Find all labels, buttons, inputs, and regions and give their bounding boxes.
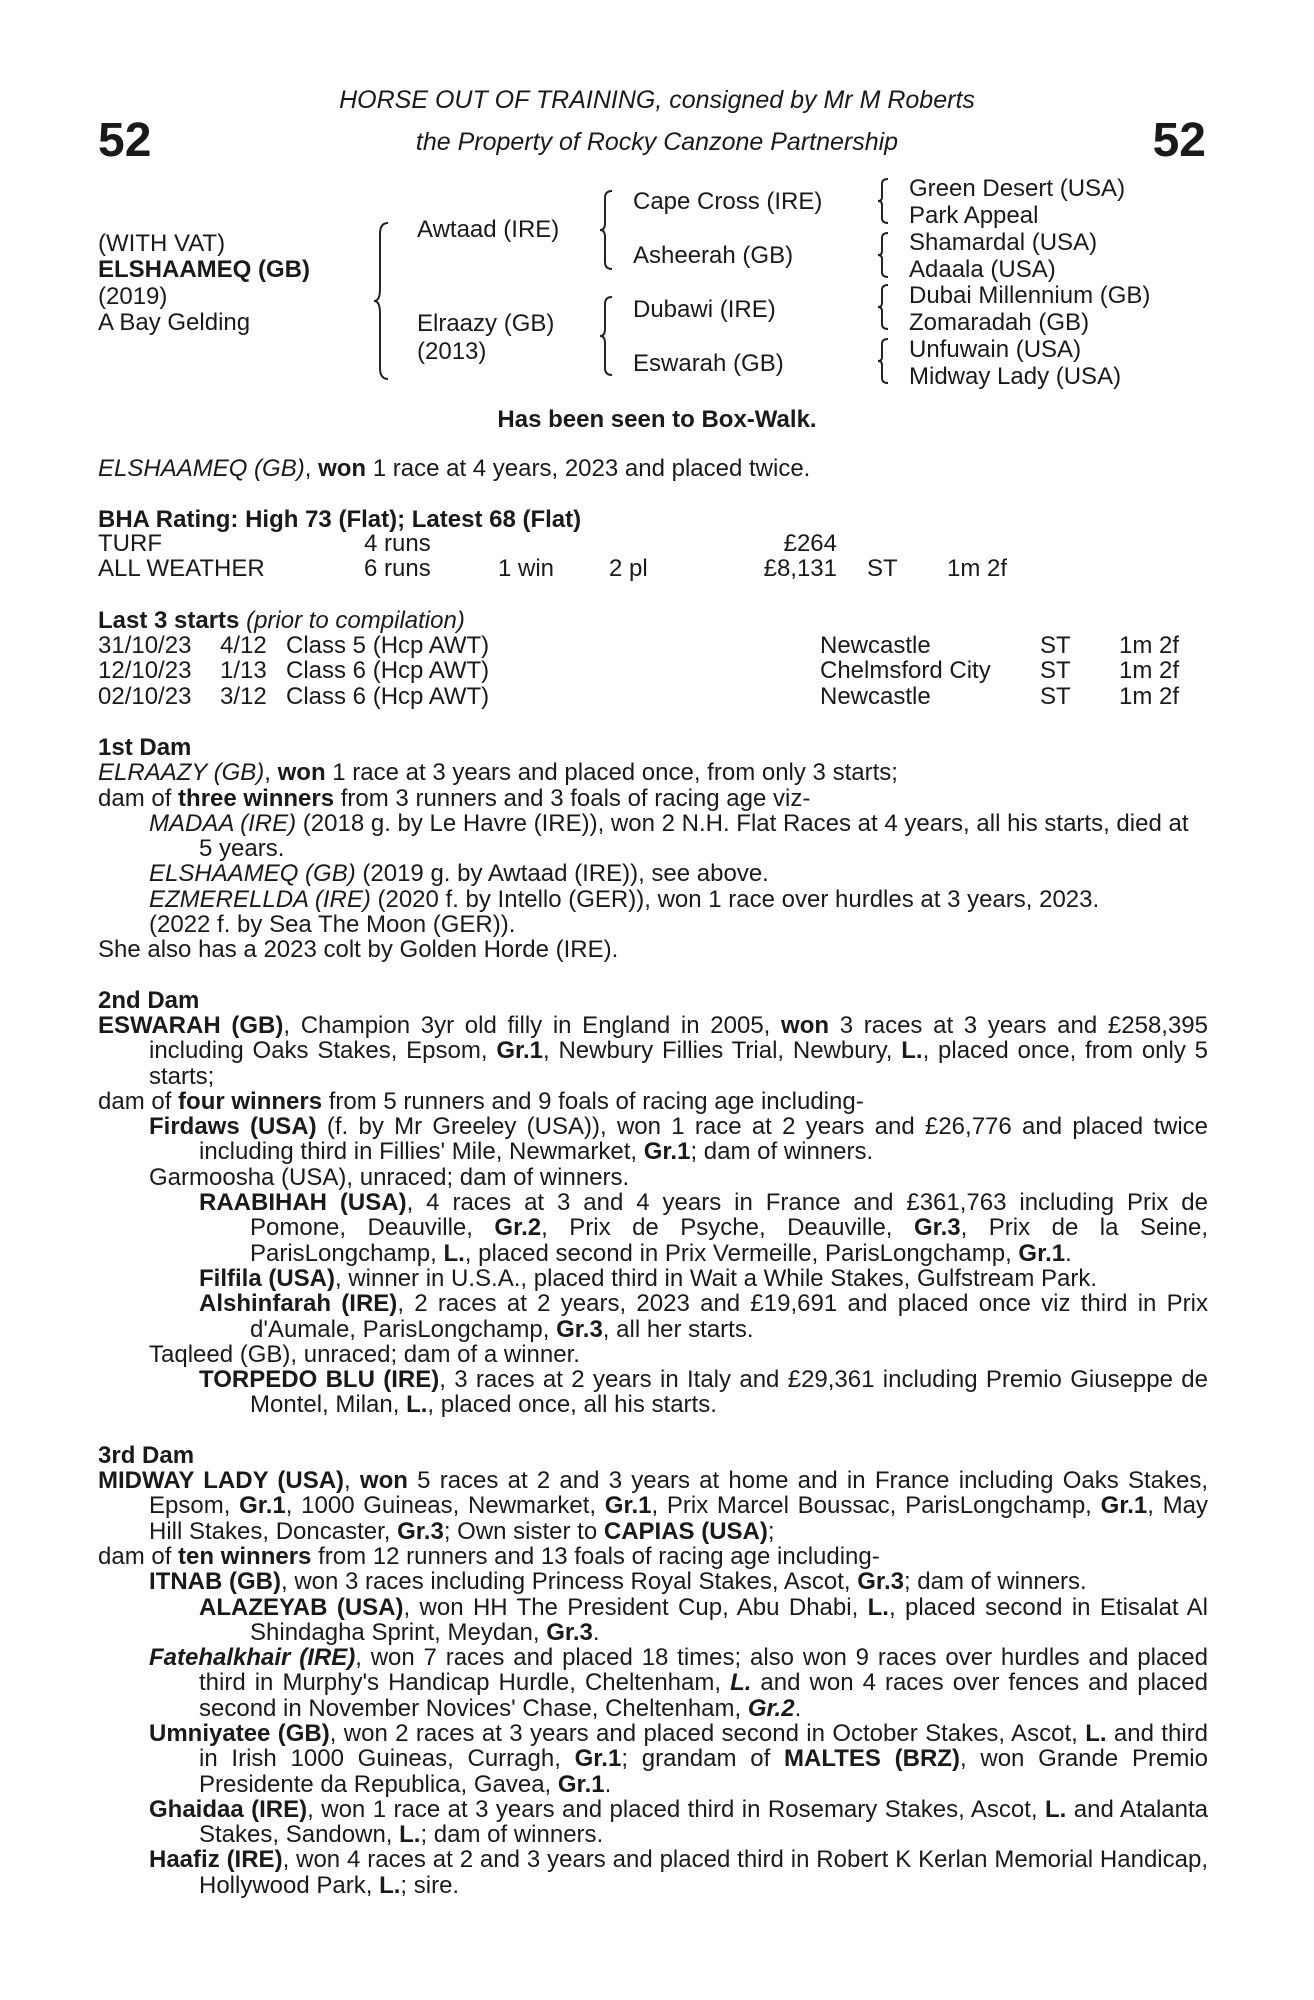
- text-run: , Champion 3yr old filly in England in 2005,: [283, 1011, 782, 1039]
- pedigree-g8: Midway Lady (USA): [909, 363, 1122, 390]
- text-run: 3 races at 3 years and £258,395 including Oaks Stakes, Epsom,: [149, 1011, 1209, 1065]
- bold-run: Gr.1: [1100, 1492, 1148, 1520]
- text-run: .: [592, 1618, 600, 1646]
- bold-run: ITNAB (GB): [149, 1568, 281, 1596]
- start-distance: 1m 2f: [1119, 682, 1180, 710]
- bold-run: L.: [379, 1871, 401, 1899]
- pedigree-g2: Park Appeal: [909, 202, 1039, 229]
- career-distance: [947, 531, 1067, 556]
- section-gap: [98, 963, 1208, 988]
- last-start-row: [98, 684, 1209, 709]
- text-run: , all her starts.: [602, 1315, 754, 1343]
- bold-run: Umniyatee (GB): [149, 1719, 330, 1747]
- career-surface: ALL WEATHER: [98, 555, 265, 583]
- italic-run: ELRAAZY (GB): [98, 759, 265, 787]
- start-race: Class 6 (Hcp AWT): [286, 657, 490, 685]
- last-starts-table: [98, 633, 1209, 709]
- text-run: .: [1065, 1239, 1072, 1267]
- bold-run: won: [781, 1011, 830, 1039]
- pedigree-paragraph: [98, 1266, 1208, 1291]
- text-run: , won 1 race at 3 years and placed third in Rosemary Stakes, Ascot,: [307, 1795, 1046, 1823]
- bold-run: Alshinfarah (IRE): [199, 1290, 398, 1318]
- text-run: (f. by Mr Greeley (USA)), won 1 race at 2 years and £26,776 and placed twice including third in Fillies' Mile, Newmarket,: [199, 1113, 1209, 1166]
- start-going: ST: [1040, 657, 1071, 685]
- pedigree-paragraph: [98, 811, 1208, 862]
- start-date: 31/10/23: [98, 632, 192, 659]
- career-row: [98, 556, 1067, 581]
- bold-run: L.: [443, 1239, 465, 1267]
- career-placed: 2 pl: [609, 555, 648, 583]
- text-run: from 5 runners and 9 foals of racing age including-: [322, 1087, 864, 1115]
- bold-run: Gr.3: [546, 1618, 593, 1646]
- text-run: , placed once, all his starts.: [427, 1391, 717, 1419]
- bold-run: TORPEDO BLU (IRE): [199, 1366, 440, 1394]
- bold-run: ALAZEYAB (USA): [199, 1593, 404, 1621]
- text-run: (2018 g. by Le Havre (IRE)), won 2 N.H. Flat Races at 4 years, all his starts, died at 5 years.: [199, 809, 1189, 863]
- header-consignor: HORSE OUT OF TRAINING, consigned by Mr M Roberts: [339, 86, 975, 114]
- text-run: Taqleed (GB), unraced; dam of a winner.: [149, 1340, 580, 1368]
- career-runs: 6 runs: [364, 555, 431, 583]
- career-table-body: [98, 531, 1067, 582]
- start-pos: 4/12: [220, 632, 267, 659]
- text-run: , won Grande Premio Presidente da Republica, Gavea,: [199, 1745, 1208, 1798]
- pedigree-paragraph: [98, 1721, 1208, 1797]
- start-distance: 1m 2f: [1119, 632, 1180, 659]
- bold-run: CAPIAS (USA): [603, 1517, 768, 1545]
- career-earnings: £264: [783, 530, 837, 557]
- start-course: Chelmsford City: [820, 657, 991, 685]
- last-start-row: [98, 633, 1209, 658]
- bold-run: ten winners: [178, 1542, 312, 1570]
- start-race: Class 6 (Hcp AWT): [286, 682, 490, 710]
- bold-run: Gr.1: [643, 1138, 691, 1166]
- text-run: , Newbury Fillies Trial, Newbury,: [543, 1037, 902, 1065]
- dam-sections: [98, 735, 1208, 1898]
- summary-separator: ,: [304, 455, 319, 482]
- vat-note: (WITH VAT): [98, 230, 226, 257]
- bold-run: L.: [399, 1821, 421, 1849]
- bold-run: Firdaws (USA): [149, 1113, 317, 1141]
- last-starts-title: Last 3 starts: [98, 607, 240, 634]
- start-pos: 1/13: [220, 657, 267, 685]
- pedigree-dam: Elraazy (GB): [417, 310, 555, 337]
- text-run: , placed second in Prix Vermeille, ParisLongchamp,: [464, 1239, 1019, 1267]
- text-run: ; grandam of: [621, 1745, 784, 1773]
- text-run: 5 races at 2 and 3 years at home and in France including Oaks Stakes, Epsom,: [149, 1467, 1208, 1520]
- horse-description: A Bay Gelding: [98, 309, 251, 336]
- text-run: ; Own sister to: [443, 1517, 604, 1545]
- bold-run: Gr.1: [557, 1770, 605, 1798]
- pedigree-g5: Dubai Millennium (GB): [909, 282, 1151, 309]
- bold-run: four winners: [178, 1087, 323, 1115]
- text-run: , placed second in Etisalat Al Shindagha Sprint, Meydan,: [250, 1593, 1208, 1646]
- text-run: , Prix de la Seine, ParisLongchamp,: [250, 1214, 1208, 1267]
- text-run: (2022 f. by Sea The Moon (GER)).: [149, 911, 516, 939]
- bold-run: L.: [867, 1593, 889, 1621]
- pedigree-paragraph: [98, 861, 1208, 886]
- pedigree-brace-g4: [876, 338, 890, 384]
- foaling-year: (2019): [98, 283, 168, 310]
- text-run: , 1000 Guineas, Newmarket,: [285, 1492, 605, 1520]
- career-distance: 1m 2f: [947, 555, 1008, 583]
- pedigree-brace-sire: [598, 190, 614, 270]
- text-run: , won 7 races and placed 18 times; also won 9 races over hurdles and placed third in Murphy's Handicap Hurdle, Cheltenham,: [199, 1644, 1208, 1697]
- bold-run: Gr.3: [913, 1214, 961, 1242]
- last-start-row: [98, 658, 1209, 683]
- text-run: dam of: [98, 1542, 179, 1570]
- pedigree-brace-main: [372, 222, 390, 380]
- text-run: , won 2 races at 3 years and placed second in October Stakes, Ascot,: [329, 1719, 1086, 1747]
- text-run: ,: [264, 759, 278, 787]
- pedigree-g3: Shamardal (USA): [909, 229, 1098, 256]
- text-run: , Prix Marcel Boussac, ParisLongchamp,: [651, 1492, 1101, 1520]
- section-heading: 3rd Dam: [98, 1441, 195, 1469]
- start-date: 02/10/23: [98, 682, 192, 710]
- start-course: Newcastle: [820, 632, 931, 659]
- section-heading: 2nd Dam: [98, 986, 200, 1014]
- pedigree-paragraph: [98, 1342, 1208, 1367]
- bold-run: Gr.2: [747, 1694, 795, 1722]
- lot-number-right: 52: [1152, 114, 1206, 167]
- career-table: [98, 531, 1067, 582]
- summary-won: won: [318, 455, 367, 482]
- bold-run: three winners: [178, 784, 335, 812]
- start-date: 12/10/23: [98, 657, 192, 685]
- text-run: .: [604, 1770, 612, 1798]
- text-run: , won 4 races at 2 and 3 years and placed third in Robert K Kerlan Memorial Handicap, Hollywood Park,: [199, 1846, 1208, 1899]
- bold-run: Haafiz (IRE): [149, 1846, 283, 1874]
- bold-run: MALTES (BRZ): [784, 1745, 960, 1773]
- text-run: , Prix de Psyche, Deauville,: [541, 1214, 914, 1242]
- text-run: , 3 races at 2 years in Italy and £29,361 including Premio Giuseppe de Montel, Milan,: [250, 1366, 1208, 1419]
- pedigree-g6: Zomaradah (GB): [909, 309, 1090, 336]
- last-starts-heading: [98, 607, 465, 634]
- bold-run: Gr.1: [1018, 1239, 1066, 1267]
- start-pos: 3/12: [220, 682, 267, 710]
- pedigree-g1: Green Desert (USA): [909, 175, 1126, 202]
- lot-number-left: 52: [98, 114, 152, 167]
- pedigree-paragraph: [98, 1847, 1208, 1898]
- text-run: ;: [767, 1517, 775, 1545]
- bold-run: Gr.1: [239, 1492, 286, 1520]
- pedigree-dam-dam: Eswarah (GB): [633, 350, 784, 377]
- bold-run: Gr.2: [494, 1214, 542, 1242]
- pedigree-paragraph: [98, 1165, 1208, 1190]
- bold-run: Fatehalkhair (IRE): [149, 1644, 356, 1672]
- pedigree-sire-dam: Asheerah (GB): [633, 242, 794, 269]
- bold-run: MIDWAY LADY (USA): [98, 1467, 345, 1495]
- text-run: Garmoosha (USA), unraced; dam of winners.: [149, 1163, 630, 1191]
- pedigree-paragraph: [98, 760, 1208, 785]
- last-starts-note: (prior to compilation): [246, 607, 465, 634]
- bold-run: Gr.1: [604, 1492, 652, 1520]
- race-summary: [98, 455, 810, 482]
- horse-name: ELSHAAMEQ (GB): [98, 256, 310, 283]
- text-run: .: [794, 1694, 802, 1722]
- bha-rating: BHA Rating: High 73 (Flat); Latest 68 (Flat): [98, 506, 582, 533]
- career-wins: 1 win: [498, 555, 555, 583]
- career-wins: [498, 531, 609, 556]
- bold-run: L.: [901, 1037, 923, 1065]
- text-run: and Atalanta Stakes, Sandown,: [199, 1795, 1209, 1849]
- pedigree-paragraph: [98, 1544, 1208, 1569]
- section-heading: 1st Dam: [98, 734, 192, 761]
- pedigree-paragraph: [98, 1190, 1208, 1266]
- italic-run: ELSHAAMEQ (GB): [149, 860, 356, 888]
- pedigree-g4: Adaala (USA): [909, 256, 1056, 283]
- text-run: (2019 g. by Awtaad (IRE)), see above.: [355, 860, 769, 888]
- pedigree-g7: Unfuwain (USA): [909, 336, 1082, 363]
- pedigree-brace-g1: [876, 178, 890, 224]
- bold-run: Gr.1: [574, 1745, 622, 1773]
- pedigree-sire-sire: Cape Cross (IRE): [633, 188, 823, 215]
- text-run: ; sire.: [400, 1871, 460, 1899]
- pedigree-brace-dam: [598, 296, 614, 376]
- pedigree-paragraph: [98, 887, 1208, 912]
- bold-run: Gr.1: [496, 1037, 544, 1065]
- text-run: ,: [344, 1467, 360, 1495]
- pedigree-paragraph: [98, 1367, 1208, 1418]
- summary-horse-name: ELSHAAMEQ (GB): [98, 455, 305, 482]
- career-placed: [609, 531, 717, 556]
- bold-run: Gr.3: [556, 1315, 603, 1343]
- career-runs: 4 runs: [364, 530, 431, 557]
- start-going: ST: [1040, 682, 1071, 710]
- text-run: ; dam of winners.: [903, 1568, 1087, 1596]
- text-run: , May Hill Stakes, Doncaster,: [149, 1492, 1208, 1545]
- bold-run: ESWARAH (GB): [98, 1011, 284, 1039]
- text-run: from 3 runners and 3 foals of racing age viz-: [334, 784, 811, 812]
- pedigree-paragraph: [98, 1013, 1208, 1089]
- text-run: , placed once, from only 5 starts;: [149, 1037, 1208, 1090]
- last-starts-table-body: [98, 633, 1209, 709]
- bold-run: won: [359, 1467, 408, 1495]
- text-run: 1 race at 3 years and placed once, from only 3 starts;: [325, 759, 898, 787]
- pedigree-paragraph: [98, 1645, 1208, 1721]
- pedigree-paragraph: [98, 1089, 1208, 1114]
- career-going: [837, 531, 947, 556]
- pedigree-paragraph: [98, 1291, 1208, 1342]
- bold-run: L.: [1045, 1795, 1067, 1823]
- pedigree-paragraph: [98, 1569, 1208, 1594]
- header-property: the Property of Rocky Canzone Partnership: [415, 128, 899, 156]
- career-row: [98, 531, 1067, 556]
- text-run: from 12 runners and 13 foals of racing age including-: [311, 1542, 880, 1570]
- bold-run: Gr.3: [857, 1568, 904, 1596]
- bold-run: Filfila (USA): [199, 1264, 335, 1292]
- text-run: , won 3 races including Princess Royal Stakes, Ascot,: [280, 1568, 858, 1596]
- text-run: , won HH The President Cup, Abu Dhabi,: [403, 1593, 868, 1621]
- pedigree-paragraph: [98, 912, 1208, 937]
- pedigree-brace-g3: [876, 284, 890, 330]
- bold-run: RAABIHAH (USA): [199, 1189, 407, 1217]
- bold-run: L.: [730, 1669, 752, 1697]
- text-run: ; dam of winners.: [420, 1821, 604, 1849]
- career-surface: TURF: [98, 530, 162, 557]
- text-run: , 2 races at 2 years, 2023 and £19,691 and placed once viz third in Prix d'Aumale, ParisLongchamp,: [250, 1290, 1209, 1343]
- career-going: ST: [867, 555, 898, 583]
- text-run: dam of: [98, 784, 179, 812]
- text-run: (2020 f. by Intello (GER)), won 1 race over hurdles at 3 years, 2023.: [370, 885, 1100, 913]
- pedigree-paragraph: [98, 786, 1208, 811]
- bold-run: Gr.3: [397, 1517, 444, 1545]
- pedigree-paragraph: [98, 1595, 1208, 1646]
- text-run: dam of: [98, 1087, 179, 1115]
- text-run: and third in Irish 1000 Guineas, Curragh,: [199, 1719, 1208, 1773]
- pedigree-paragraph: [98, 1114, 1208, 1165]
- career-earnings: £8,131: [763, 555, 837, 583]
- pedigree-dam-sire: Dubawi (IRE): [633, 296, 776, 323]
- italic-run: MADAA (IRE): [149, 809, 297, 837]
- summary-rest: 1 race at 4 years, 2023 and placed twice.: [366, 455, 811, 482]
- pedigree-paragraph: [98, 937, 1208, 962]
- bold-run: Ghaidaa (IRE): [149, 1795, 308, 1823]
- text-run: ; dam of winners.: [690, 1138, 874, 1166]
- text-run: , winner in U.S.A., placed third in Wait a While Stakes, Gulfstream Park.: [335, 1264, 1098, 1292]
- pedigree-brace-g2: [876, 232, 890, 278]
- start-going: ST: [1040, 632, 1071, 659]
- text-run: She also has a 2023 colt by Golden Horde (IRE).: [98, 936, 619, 964]
- start-distance: 1m 2f: [1119, 657, 1180, 685]
- section-gap: [98, 1418, 1208, 1443]
- pedigree-paragraph: [98, 1468, 1208, 1544]
- text-run: , 4 races at 3 and 4 years in France and £361,763 including Prix de Pomone, Deauville,: [250, 1189, 1208, 1242]
- pedigree-sire: Awtaad (IRE): [417, 216, 560, 243]
- text-run: and won 4 races over fences and placed second in November Novices' Chase, Cheltenham,: [199, 1669, 1208, 1722]
- start-course: Newcastle: [820, 682, 931, 710]
- box-walk-notice: Has been seen to Box-Walk.: [497, 406, 817, 433]
- pedigree-paragraph: [98, 1797, 1208, 1848]
- pedigree-dam-year: (2013): [417, 338, 487, 365]
- bold-run: L.: [1085, 1719, 1107, 1747]
- italic-run: EZMERELLDA (IRE): [149, 885, 371, 913]
- start-race: Class 5 (Hcp AWT): [286, 632, 490, 659]
- bold-run: won: [277, 759, 326, 787]
- bold-run: L.: [406, 1391, 428, 1419]
